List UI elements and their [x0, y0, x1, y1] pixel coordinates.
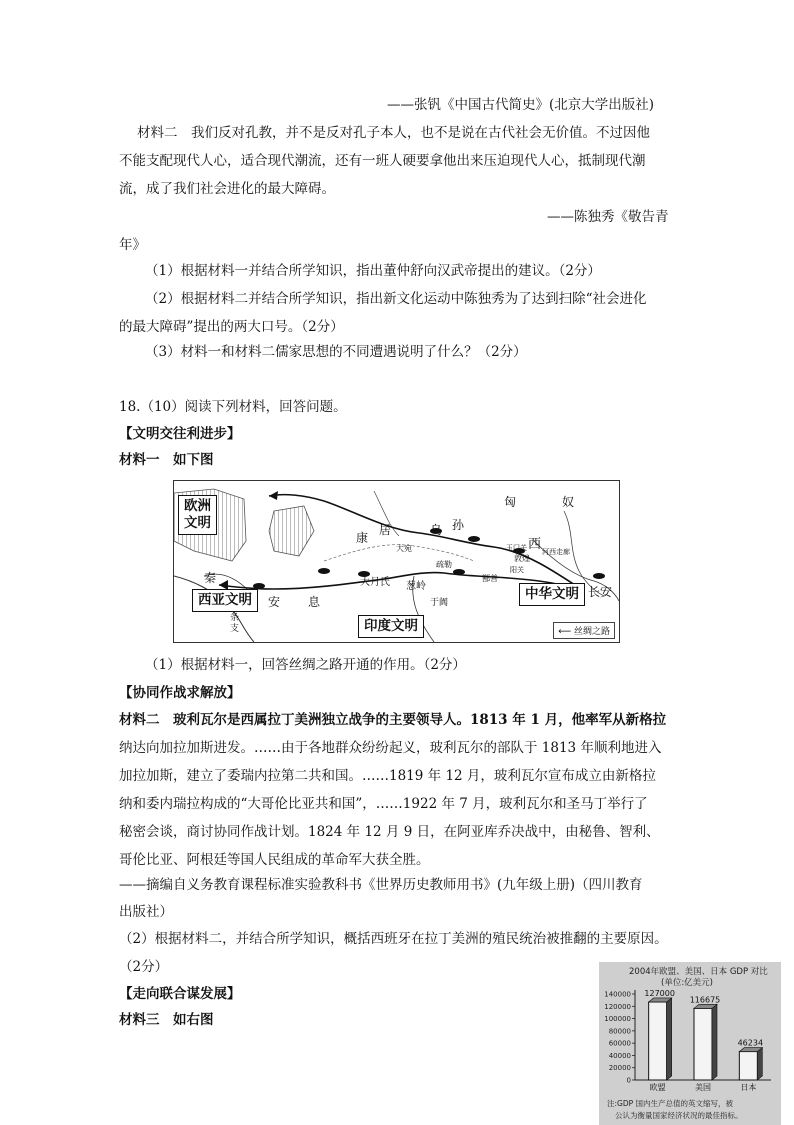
question-1: （1）根据材料一并结合所学知识，指出董仲舒向汉武帝提出的建议。（2分） — [145, 263, 601, 279]
label-dunhuang: 敦煌 — [514, 554, 530, 563]
label-yumen: 玉门关 — [506, 544, 527, 552]
material-2-line-2: 不能支配现代人心，适合现代潮流，还有一班人硬要拿他出来压迫现代人心，抵制现代潮 — [119, 153, 646, 169]
question-3: （3）材料一和材料二儒家思想的不同遭遇说明了什么？（2分） — [145, 344, 527, 360]
gdp-category-label: 美国 — [695, 1083, 711, 1092]
gdp-y-tick-label: 140000 — [604, 990, 631, 999]
label-qin: 秦 — [204, 571, 217, 585]
gdp-chart-unit: (单位:亿美元) — [661, 978, 713, 988]
material-3-label: 材料三 如右图 — [119, 1012, 214, 1028]
label-kang: 康 — [356, 531, 369, 545]
gdp-bar-chart — [599, 984, 781, 1114]
source-line-1: ——张钒《中国古代简史》(北京大学出版社) — [387, 97, 655, 113]
source-2b-line-1: ——摘编自义务教育课程标准实验教科书《世界历史教师用书》(九年级上册)（四川教育 — [119, 877, 643, 893]
question-18-2-score: （2分） — [119, 959, 169, 975]
india-civilization-label: 印度文明 — [358, 615, 424, 638]
gdp-y-tick-label: 0 — [626, 1076, 631, 1085]
label-xiongnu-2: 奴 — [562, 495, 575, 509]
china-civilization-label: 中华文明 — [519, 583, 585, 606]
gdp-bar-side — [667, 998, 672, 1080]
material-2b-line-6: 哥伦比亚、阿根廷等国人民组成的革命军大获全胜。 — [119, 852, 430, 868]
material-2b-line-3: 加拉加斯，建立了委瑞内拉第二共和国。……1819 年 12 月，玻利瓦尔宣布成立由新格拉 — [119, 768, 656, 784]
source-line-2-cont: 年》 — [119, 237, 146, 253]
label-hexi: 河西走廊 — [542, 548, 570, 556]
gdp-note-1: 注:GDP 国内生产总值的英文缩写，被 — [607, 1099, 734, 1108]
europe-civilization-label: 欧洲 文明 — [178, 495, 217, 535]
gdp-bar — [694, 1008, 712, 1080]
label-xiongnu-1: 匈 — [504, 495, 517, 509]
label-shanshan: 鄯善 — [482, 574, 498, 583]
label-yangguan: 阳关 — [510, 566, 524, 574]
gdp-y-tick-label: 20000 — [608, 1064, 631, 1073]
heading-cooperation: 【协同作战求解放】 — [119, 685, 241, 701]
material-2b-line-2: 纳达向加拉加斯进发。……由于各地群众纷纷起义，玻利瓦尔的部队于 1813 年顺利地进入 — [119, 740, 662, 756]
gdp-y-tick-label: 100000 — [604, 1015, 631, 1024]
gdp-value-label: 116675 — [689, 995, 721, 1005]
gdp-chart-photo — [599, 962, 781, 1125]
material-1-label: 材料一 如下图 — [119, 452, 214, 468]
material-2b-label: 材料二 玻利瓦尔是西属拉丁美洲独立战争的主要领导人。1813 年 1 月，他率军从新格拉 — [119, 712, 667, 728]
question-18-1: （1）根据材料一，回答丝绸之路开通的作用。（2分） — [145, 657, 466, 673]
legend-arrow-icon: ⟵ — [558, 627, 574, 637]
silk-road-legend: ⟵ 丝绸之路 — [553, 622, 615, 639]
question-18-2: （2）根据材料二，并结合所学知识，概括西班牙在拉丁美洲的殖民统治被推翻的主要原因。 — [119, 931, 668, 947]
gdp-chart-title: 2004年欧盟、美国、日本 GDP 对比 — [629, 967, 768, 977]
label-changan: 长安 — [588, 585, 613, 599]
source-2b-line-2: 出版社） — [119, 904, 173, 920]
gdp-y-tick-label: 40000 — [608, 1051, 631, 1060]
gdp-bar — [649, 1002, 667, 1080]
material-2b-line-5: 秘密会谈，商讨协同作战计划。1824 年 12 月 9 日，在阿亚库乔决战中，由秘鲁、智利、 — [119, 824, 660, 840]
aral-sea — [269, 506, 314, 556]
heading-union: 【走向联合谋发展】 — [119, 986, 241, 1002]
silk-road-map — [173, 480, 620, 643]
label-dayue: 大月氏 — [360, 577, 390, 588]
label-tiao: 条 支 — [230, 613, 240, 634]
material-2b-line-1 — [119, 711, 666, 729]
gdp-value-label: 46234 — [737, 1038, 764, 1048]
material-2b-line-4: 纳和委内瑞拉构成的“大哥伦比亚共和国”，……1922 年 7 月，玻利瓦尔和圣马丁举行了 — [119, 796, 648, 812]
gdp-category-label: 日本 — [740, 1083, 757, 1092]
gdp-bar — [739, 1052, 757, 1080]
gdp-value-label: 127000 — [644, 988, 675, 998]
label-ju: 居 — [379, 523, 392, 537]
label-shule: 疏勒 — [436, 560, 452, 569]
question-2a: （2）根据材料二并结合所学知识，指出新文化运动中陈独秀为了达到扫除“社会进化 — [145, 291, 647, 307]
material-2-line-1: 材料二 我们反对孔教，并不是反对孔子本人，也不是说在古代社会无价值。不过因他 — [137, 125, 650, 141]
gdp-y-tick-label: 60000 — [608, 1039, 631, 1048]
section-18-title: 18.（10）阅读下列材料，回答问题。 — [119, 399, 347, 415]
question-2b: 的最大障碍”提出的两大口号。（2分） — [119, 319, 344, 335]
label-dayuan: 大宛 — [396, 544, 412, 553]
label-yutian: 于阗 — [430, 598, 449, 608]
source-line-2: ——陈独秀《敬告青 — [547, 209, 669, 225]
gdp-y-tick-label: 120000 — [604, 1002, 631, 1011]
material-2-line-3: 流，成了我们社会进化的最大障碍。 — [119, 181, 335, 197]
label-wu: 乌 — [430, 523, 443, 537]
label-an: 安 — [268, 595, 281, 609]
gdp-bar-side — [757, 1048, 762, 1080]
label-xi: 息 — [308, 595, 321, 609]
label-xi-region: 西 — [528, 537, 542, 552]
west-asia-civilization-label: 西亚文明 — [192, 589, 258, 612]
gdp-note-2: 公认为衡量国家经济状况的最佳指标。 — [615, 1111, 743, 1120]
label-congling: 葱岭 — [406, 581, 426, 592]
route-arrow-north — [269, 491, 278, 500]
heading-civilization: 【文明交往利进步】 — [119, 426, 241, 442]
gdp-bar-side — [712, 1004, 717, 1080]
label-sun: 孙 — [452, 518, 465, 532]
gdp-y-tick-label: 80000 — [608, 1027, 631, 1036]
gdp-category-label: 欧盟 — [649, 1083, 666, 1092]
